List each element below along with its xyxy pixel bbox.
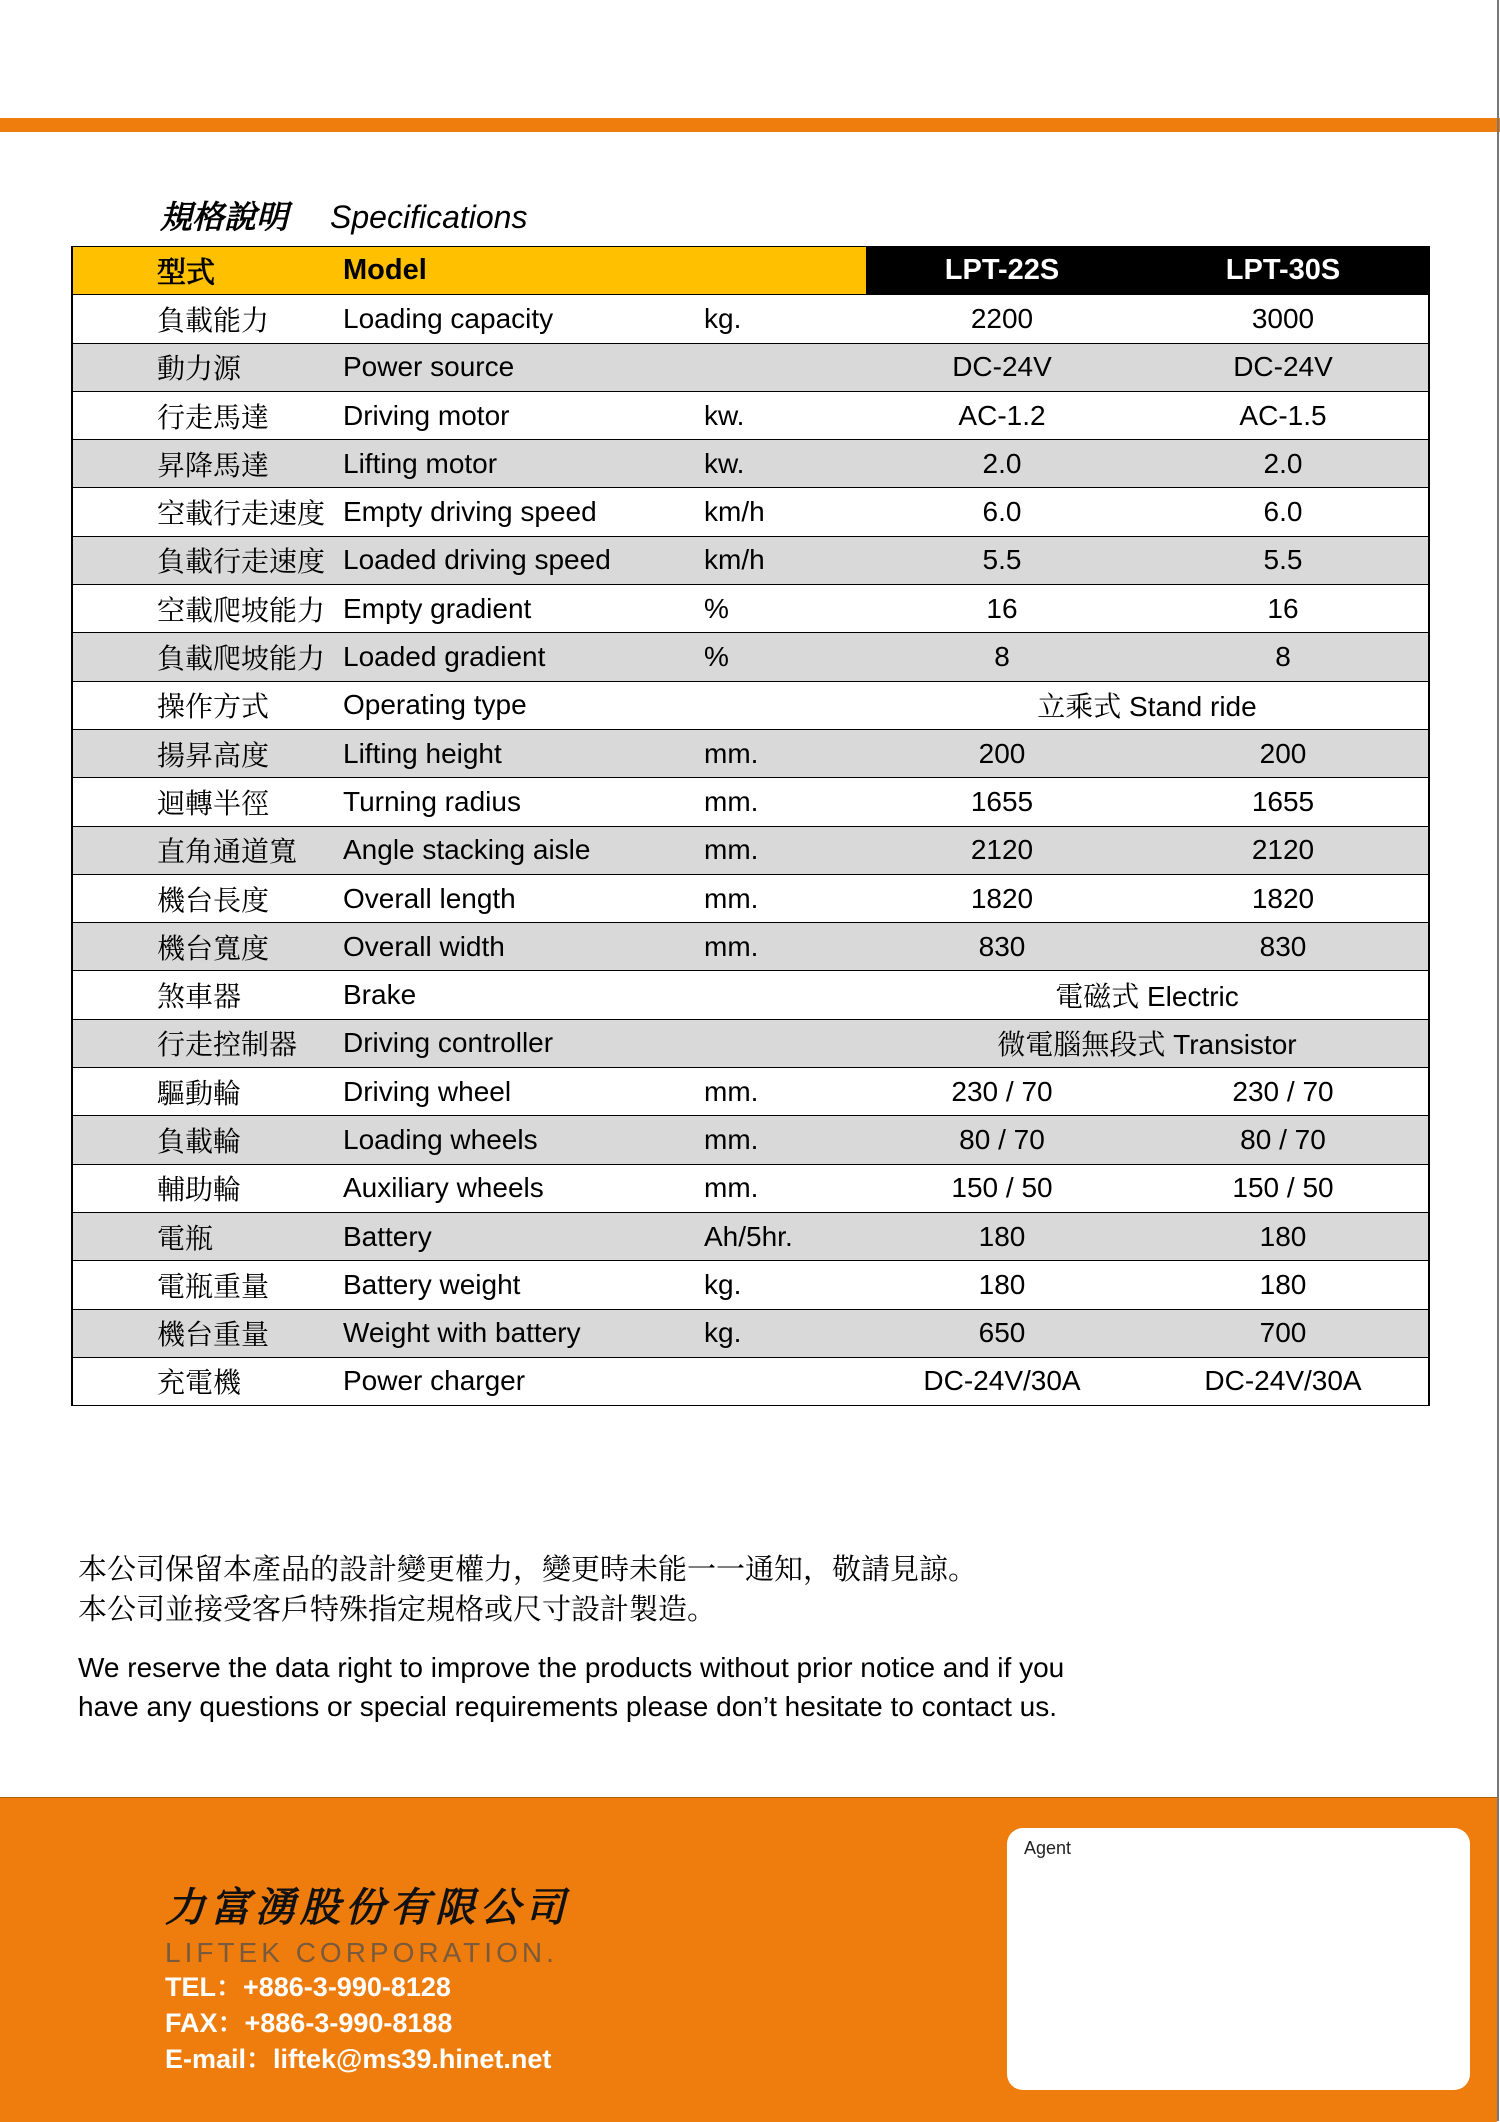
notice-en-line-1: We reserve the data right to improve the products without prior notice and if you [78,1652,1065,1683]
spec-unit: mm. [704,826,866,874]
agent-box [1007,1828,1470,2090]
spec-label-en: Lifting height [343,729,704,777]
company-email: E-mail：liftek@ms39.hinet.net [165,2044,552,2074]
table-row [72,633,1429,681]
spec-value-model-2: 1655 [1138,778,1429,826]
table-row [72,1357,1429,1405]
spec-value-model-1: 200 [866,729,1138,777]
spec-unit: mm. [704,729,866,777]
spec-value-model-2: 150 / 50 [1138,1164,1429,1212]
spec-value-model-2: DC-24V/30A [1138,1357,1429,1405]
spec-unit: mm. [704,778,866,826]
spec-label-en: Driving wheel [343,1068,704,1116]
spec-label-en: Angle stacking aisle [343,826,704,874]
table-row [72,488,1429,536]
spec-label-zh: 揚昇高度 [72,729,343,777]
table-row [72,536,1429,584]
spec-label-zh: 負載爬坡能力 [72,633,343,681]
top-accent-bar [0,118,1500,132]
spec-value-model-1: 180 [866,1212,1138,1260]
spec-unit: % [704,633,866,681]
spec-label-zh: 昇降馬達 [72,440,343,488]
spec-unit: mm. [704,1068,866,1116]
spec-label-en: Lifting motor [343,440,704,488]
title-zh: 規格說明 [160,199,289,235]
spec-label-en: Operating type [343,681,704,729]
table-row [72,1116,1429,1164]
spec-label-zh: 操作方式 [72,681,343,729]
spec-value-model-2: 80 / 70 [1138,1116,1429,1164]
spec-label-zh: 輔助輪 [72,1164,343,1212]
spec-unit [704,1019,866,1067]
spec-label-en: Weight with battery [343,1309,704,1357]
spec-label-zh: 機台長度 [72,874,343,922]
spec-value-model-2: 8 [1138,633,1429,681]
spec-table [71,246,1430,1406]
spec-label-zh: 煞車器 [72,971,343,1019]
company-info [165,1876,570,2077]
spec-label-zh: 驅動輪 [72,1068,343,1116]
spec-unit: % [704,585,866,633]
spec-value-model-2: 16 [1138,585,1429,633]
spec-unit [704,681,866,729]
spec-label-en: Empty driving speed [343,488,704,536]
spec-unit: kw. [704,440,866,488]
spec-value-model-2: AC-1.5 [1138,391,1429,439]
spec-unit: Ah/5hr. [704,1212,866,1260]
spec-label-zh: 負載輪 [72,1116,343,1164]
spec-label-en: Overall width [343,923,704,971]
table-row [72,1212,1429,1260]
spec-value-model-2: 180 [1138,1212,1429,1260]
company-name-en: LIFTEK CORPORATION. [165,1937,558,1968]
spec-label-en: Loading capacity [343,295,704,343]
header-model-2: LPT-30S [1138,247,1429,295]
company-tel: TEL：+886-3-990-8128 [165,1972,451,2002]
table-row [72,874,1429,922]
spec-value-model-2: 2120 [1138,826,1429,874]
spec-value-model-1: 5.5 [866,536,1138,584]
table-row [72,440,1429,488]
spec-value-model-2: 180 [1138,1261,1429,1309]
table-row [72,1261,1429,1309]
spec-value-shared: 微電腦無段式 Transistor [866,1019,1429,1067]
spec-value-model-2: 2.0 [1138,440,1429,488]
spec-value-model-2: 830 [1138,923,1429,971]
spec-value-model-1: 830 [866,923,1138,971]
spec-label-en: Empty gradient [343,585,704,633]
spec-value-model-1: DC-24V [866,343,1138,391]
spec-value-model-2: DC-24V [1138,343,1429,391]
spec-unit [704,1357,866,1405]
notice-zh-line-1: 本公司保留本產品的設計變更權力，變更時未能一一通知，敬請見諒。 [78,1554,978,1586]
table-row [72,681,1429,729]
spec-unit: mm. [704,1116,866,1164]
spec-label-en: Power charger [343,1357,704,1405]
spec-value-model-1: 180 [866,1261,1138,1309]
spec-table-body [72,247,1429,1406]
spec-value-shared: 電磁式 Electric [866,971,1429,1019]
table-row [72,295,1429,343]
spec-label-zh: 機台重量 [72,1309,343,1357]
spec-value-model-1: 6.0 [866,488,1138,536]
spec-unit: kg. [704,1261,866,1309]
page-edge-rule [1497,0,1499,2121]
spec-label-zh: 直角通道寬 [72,826,343,874]
spec-value-model-1: DC-24V/30A [866,1357,1138,1405]
spec-label-en: Auxiliary wheels [343,1164,704,1212]
spec-label-en: Loaded driving speed [343,536,704,584]
spec-value-model-2: 6.0 [1138,488,1429,536]
spec-value-model-2: 5.5 [1138,536,1429,584]
spec-value-model-2: 3000 [1138,295,1429,343]
spec-unit: kw. [704,391,866,439]
table-row [72,585,1429,633]
spec-unit [704,971,866,1019]
title-en: Specifications [330,199,528,235]
spec-value-model-2: 230 / 70 [1138,1068,1429,1116]
spec-value-model-1: 650 [866,1309,1138,1357]
header-en: Model [343,247,704,295]
spec-label-en: Battery [343,1212,704,1260]
spec-label-en: Turning radius [343,778,704,826]
table-row [72,923,1429,971]
spec-unit: mm. [704,874,866,922]
spec-value-model-1: 2200 [866,295,1138,343]
company-name-zh: 力富湧股份有限公司 [165,1886,570,1930]
table-row [72,729,1429,777]
table-row [72,1164,1429,1212]
table-row [72,1309,1429,1357]
table-row [72,826,1429,874]
page-title [160,192,527,238]
spec-unit [704,343,866,391]
spec-label-en: Battery weight [343,1261,704,1309]
spec-value-model-1: 1820 [866,874,1138,922]
spec-label-zh: 負載行走速度 [72,536,343,584]
agent-label: Agent [1024,1838,1072,1858]
spec-value-model-2: 1820 [1138,874,1429,922]
spec-label-zh: 空載爬坡能力 [72,585,343,633]
spec-label-en: Driving motor [343,391,704,439]
table-row [72,971,1429,1019]
spec-value-model-1: 230 / 70 [866,1068,1138,1116]
spec-label-zh: 行走控制器 [72,1019,343,1067]
header-blank [704,247,866,295]
spec-value-model-1: 150 / 50 [866,1164,1138,1212]
spec-label-en: Power source [343,343,704,391]
spec-value-model-1: 80 / 70 [866,1116,1138,1164]
spec-value-model-1: 2.0 [866,440,1138,488]
header-model-1: LPT-22S [866,247,1138,295]
table-header-row [72,247,1429,295]
notice-en [78,1648,1064,1726]
spec-label-zh: 動力源 [72,343,343,391]
spec-label-zh: 行走馬達 [72,391,343,439]
table-row [72,1019,1429,1067]
spec-unit: kg. [704,295,866,343]
spec-unit: mm. [704,1164,866,1212]
spec-unit: kg. [704,1309,866,1357]
spec-value-model-1: 8 [866,633,1138,681]
spec-value-model-1: AC-1.2 [866,391,1138,439]
header-zh: 型式 [72,247,343,295]
spec-label-en: Driving controller [343,1019,704,1067]
spec-value-shared: 立乘式 Stand ride [866,681,1429,729]
spec-value-model-1: 16 [866,585,1138,633]
spec-value-model-2: 700 [1138,1309,1429,1357]
notice-block [78,1550,1064,1726]
spec-value-model-1: 1655 [866,778,1138,826]
spec-label-en: Brake [343,971,704,1019]
spec-label-zh: 電瓶 [72,1212,343,1260]
footer [0,1797,1497,2122]
spec-value-model-2: 200 [1138,729,1429,777]
spec-label-zh: 負載能力 [72,295,343,343]
spec-unit: mm. [704,923,866,971]
table-row [72,1068,1429,1116]
spec-label-en: Loading wheels [343,1116,704,1164]
table-row [72,778,1429,826]
spec-label-en: Loaded gradient [343,633,704,681]
notice-zh-line-2: 本公司並接受客戶特殊指定規格或尺寸設計製造。 [78,1594,717,1626]
table-row [72,343,1429,391]
spec-unit: km/h [704,536,866,584]
table-row [72,391,1429,439]
spec-label-zh: 迴轉半徑 [72,778,343,826]
spec-unit: km/h [704,488,866,536]
notice-en-line-2: have any questions or special requirements please don’t hesitate to contact us. [78,1691,1058,1722]
spec-label-zh: 空載行走速度 [72,488,343,536]
spec-label-zh: 機台寬度 [72,923,343,971]
spec-value-model-1: 2120 [866,826,1138,874]
company-fax: FAX：+886-3-990-8188 [165,2008,453,2038]
spec-label-zh: 充電機 [72,1357,343,1405]
spec-label-zh: 電瓶重量 [72,1261,343,1309]
spec-label-en: Overall length [343,874,704,922]
